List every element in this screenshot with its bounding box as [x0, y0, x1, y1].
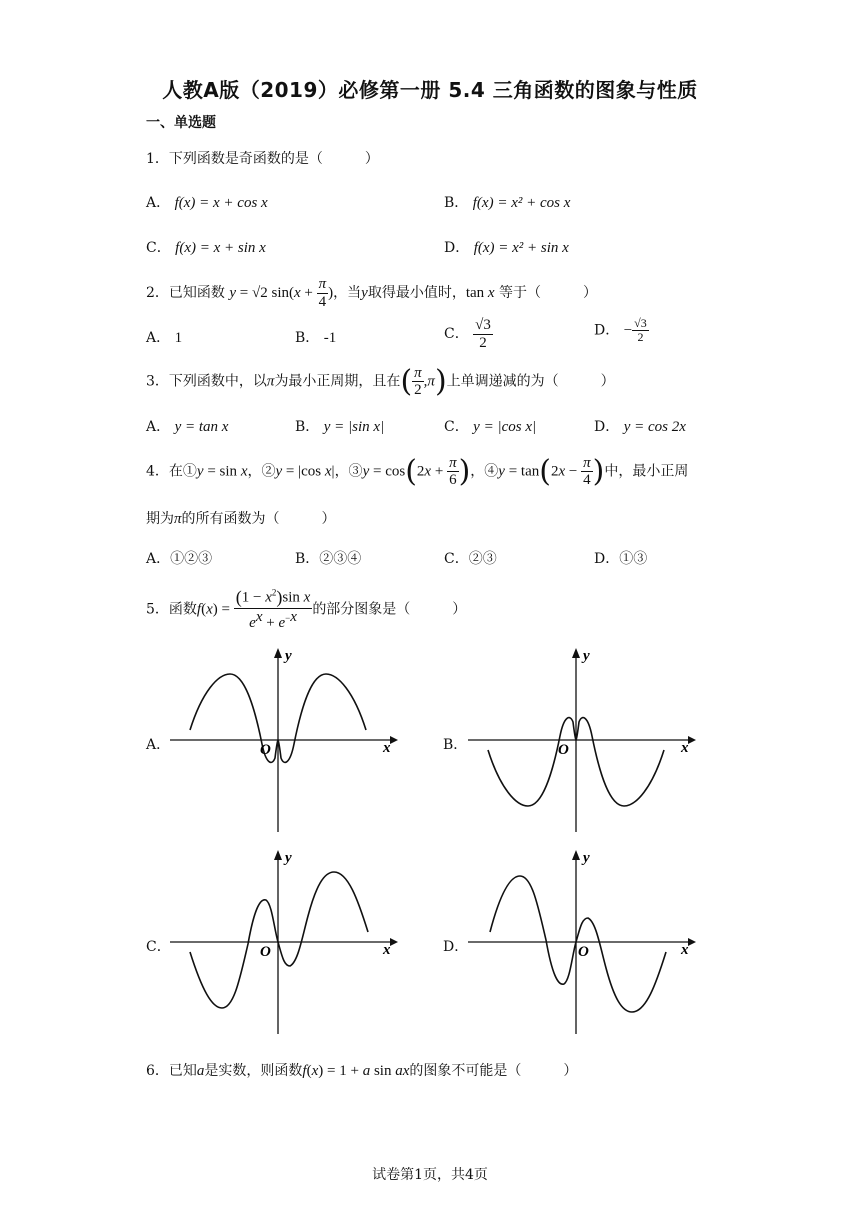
q1-option-c[interactable] [146, 237, 266, 257]
x-axis-label: x [383, 740, 391, 756]
option-label: C． [444, 419, 469, 435]
x-axis-arrow [390, 938, 398, 946]
q4-option-b[interactable] [295, 548, 361, 568]
q4-option-a[interactable] [146, 548, 212, 568]
option-label: B． [295, 419, 320, 435]
q4-text: 期为 [146, 511, 174, 527]
q2-text: 2．已知函数 [146, 285, 225, 301]
q1-option-a[interactable] [146, 192, 268, 212]
q5-graph-b[interactable] [466, 646, 698, 834]
y-axis-label: y [285, 648, 292, 664]
option-label: A． [146, 419, 171, 435]
q4-option-c[interactable] [444, 548, 497, 568]
origin-label: O [578, 944, 589, 960]
fraction-numerator: √3 [475, 317, 491, 333]
q4-option-d[interactable] [594, 548, 647, 568]
option-label: D． [594, 419, 620, 435]
option-label: B． [444, 195, 469, 211]
page-title: 人教A版（2019）必修第一册 5.4 三角函数的图象与性质 [162, 78, 698, 102]
q5-stem: 5．函数f(x) = $\frac{(1 - x^2)\sin x}{e^x + e^{-x}}$ 的部分图象是（ ） [146, 587, 467, 631]
y-axis-arrow [572, 850, 580, 860]
option-label: A． [146, 551, 171, 567]
x-axis-arrow [688, 938, 696, 946]
q5-option-d[interactable]: D． [443, 939, 469, 955]
q5-option-b[interactable]: B． [443, 737, 468, 753]
q2-option-c[interactable] [444, 317, 493, 351]
y-axis-label: y [583, 850, 590, 866]
option-text: ①③ [619, 551, 648, 567]
q3-text: 上单调递减的为（ ） [446, 373, 615, 390]
q4-stem-line2: 期为π的所有函数为（ ） [146, 511, 336, 527]
q3-option-b[interactable] [295, 416, 384, 436]
option-text: y = |cos x| [473, 419, 537, 435]
fraction-denominator: 2 [637, 330, 644, 345]
q4-text: 4．在① [146, 463, 197, 480]
option-label: D． [594, 551, 620, 567]
option-label: D． [444, 240, 470, 256]
option-text: -1 [323, 330, 337, 346]
y-axis-arrow [572, 648, 580, 658]
option-label: B． [295, 330, 320, 346]
q4-text: 的所有函数为（ ） [181, 511, 336, 527]
y-axis-label: y [285, 850, 292, 866]
option-label: A． [146, 330, 171, 346]
q3-option-a[interactable] [146, 416, 228, 436]
q5-option-a[interactable]: A． [146, 737, 171, 753]
x-axis-label: x [681, 942, 689, 958]
q4-text: 中，最小正周 [604, 463, 689, 480]
q2-option-a[interactable] [146, 327, 182, 347]
q6-text: 是实数，则函数 [204, 1063, 303, 1079]
y-axis-arrow [274, 648, 282, 658]
option-text: ②③ [468, 551, 497, 567]
q1-option-d[interactable] [444, 237, 569, 257]
q5-graph-d[interactable] [466, 848, 698, 1036]
q5-text: 5．函数 [146, 601, 197, 618]
option-label: C． [444, 326, 469, 342]
section-heading: 一、单选题 [146, 115, 216, 131]
q6-text: 6．已知 [146, 1063, 197, 1079]
option-text: ②③④ [319, 551, 362, 567]
q1-option-b[interactable] [444, 192, 570, 212]
y-axis-label: y [583, 648, 590, 664]
option-text: 1 [174, 330, 183, 346]
q2-stem: 2．已知函数 y = √2 sin(x + $\frac{\pi}{4}$ )，当y取得最小值时，tan x 等于（ ） [146, 276, 598, 310]
option-label: C． [146, 240, 171, 256]
option-text: f(x) = x² + sin x [473, 240, 569, 256]
x-axis-label: x [383, 942, 391, 958]
q3-option-d[interactable] [594, 416, 686, 436]
fraction-numerator: √3 [634, 316, 647, 330]
q3-option-c[interactable] [444, 416, 536, 436]
q2-option-b[interactable] [295, 327, 336, 347]
q3-text: 为最小正周期，且在 [274, 373, 401, 390]
option-text: f(x) = x + sin x [175, 240, 266, 256]
q5-text: 的部分图象是（ ） [312, 601, 467, 618]
option-text: y = tan x [174, 419, 229, 435]
q3-text: 3．下列函数中，以 [146, 373, 267, 390]
q5-graph-c[interactable] [168, 848, 400, 1036]
y-axis-arrow [274, 850, 282, 860]
q1-stem: 1．下列函数是奇函数的是（ ） [146, 151, 379, 167]
curve [190, 872, 368, 1008]
page-footer: 试卷第1页，共4页 [372, 1167, 488, 1183]
option-text: f(x) = x² + cos x [472, 195, 571, 211]
option-text: ①②③ [170, 551, 213, 567]
q3-stem: 3．下列函数中，以π为最小正周期，且在( $\frac{\pi}{2}$ ,π)上单调递减的为（ ） [146, 364, 615, 399]
x-axis-arrow [390, 736, 398, 744]
option-label: D． [594, 322, 620, 339]
origin-label: O [558, 742, 569, 758]
origin-label: O [260, 944, 271, 960]
q2-option-d[interactable]: D． − $\frac{√3}{2}$ [594, 316, 647, 345]
q2-text: 等于（ ） [499, 285, 598, 301]
origin-label: O [260, 742, 271, 758]
x-axis-label: x [681, 740, 689, 756]
q6-stem: 6．已知a是实数，则函数f(x) = 1 + a sin ax的图象不可能是（ ） [146, 1063, 578, 1079]
option-label: B． [295, 551, 320, 567]
option-label: A． [146, 195, 171, 211]
option-text: y = cos 2x [623, 419, 686, 435]
q2-text: ，当 [333, 285, 362, 301]
option-text: y = |sin x| [323, 419, 385, 435]
x-axis-arrow [688, 736, 696, 744]
q5-graph-a[interactable] [168, 646, 400, 834]
q2-text: 取得最小值时， [367, 285, 466, 301]
q4-stem: 4．在①y = sin x，②y = |cos x|，③y = cos(2x + $\frac{\pi}{6}$ )，④y = tan(2x − $\frac{\pi}{4}$ )中，最小正周 [146, 454, 689, 489]
q6-text: 的图象不可能是（ ） [409, 1063, 578, 1079]
fraction-denominator: 2 [479, 334, 487, 351]
option-label: C． [444, 551, 469, 567]
q5-option-c[interactable]: C． [146, 939, 171, 955]
option-text: f(x) = x + cos x [174, 195, 268, 211]
